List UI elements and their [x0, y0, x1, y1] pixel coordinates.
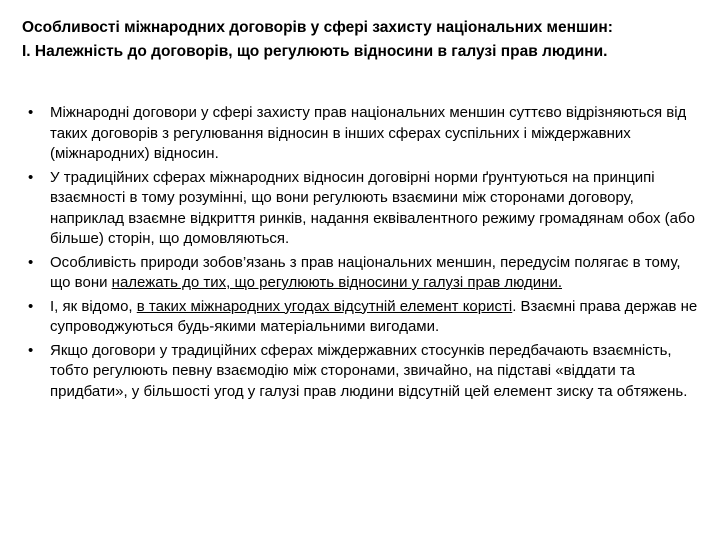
bullet-text: У традиційних сферах міжнародних відносин договірні норми ґрунтуються на принципі взаємності в тому розумінні, що вони регулюють взаємини між сторонами договору, наприклад взаємне відкриття ринків, надання еквівалентного режиму громадянам обох (або більше) сторін, що домовляються. — [50, 168, 695, 247]
bullet-text-underlined: належать до тих, що регулюють відносини у галузі прав людини. — [111, 274, 562, 291]
bullet-item — [26, 297, 698, 338]
bullet-text: Якщо договори у традиційних сферах міждержавних стосунків передбачають взаємність, тобто регулюють певну взаємодію між сторонами, звичайно, на підставі «віддати та придбати», у більшості угод у галузі прав людини відсутній цей елемент зиску та обтяжень. — [50, 341, 688, 400]
slide-title — [22, 16, 702, 64]
bullet-text-before: І, як відомо, — [50, 297, 137, 315]
bullet-text-before: Особливість природи зобов’язань з прав національних меншин, передусім полягає в тому, що вони — [50, 253, 681, 291]
bullet-text-after: . Взаємні права держав не супроводжуються будь-якими матеріальними вигодами. — [50, 297, 698, 335]
title-line-1: Особливості міжнародних договорів у сфері захисту національних меншин: — [22, 19, 613, 36]
bullet-item — [26, 341, 698, 403]
bullet-dot: • — [28, 253, 34, 271]
bullet-dot: • — [28, 297, 34, 315]
bullet-dot: • — [28, 341, 34, 359]
bullet-item — [26, 253, 698, 294]
bullet-text-underlined: в таких міжнародних угодах відсутній елемент користі — [136, 297, 513, 315]
title-line-2: І. Належність до договорів, що регулюють відносини в галузі прав людини. — [22, 43, 608, 60]
bullet-list — [26, 103, 698, 405]
bullet-dot: • — [28, 104, 34, 121]
bullet-item — [26, 103, 698, 165]
bullet-dot: • — [28, 168, 34, 186]
bullet-item — [26, 168, 698, 250]
bullet-text: Міжнародні договори у сфері захисту прав національних меншин суттєво відрізняються від таких договорів з регулювання відносин в інших сферах суспільних і міждержавних (міжнародних) відносин. — [50, 104, 687, 162]
